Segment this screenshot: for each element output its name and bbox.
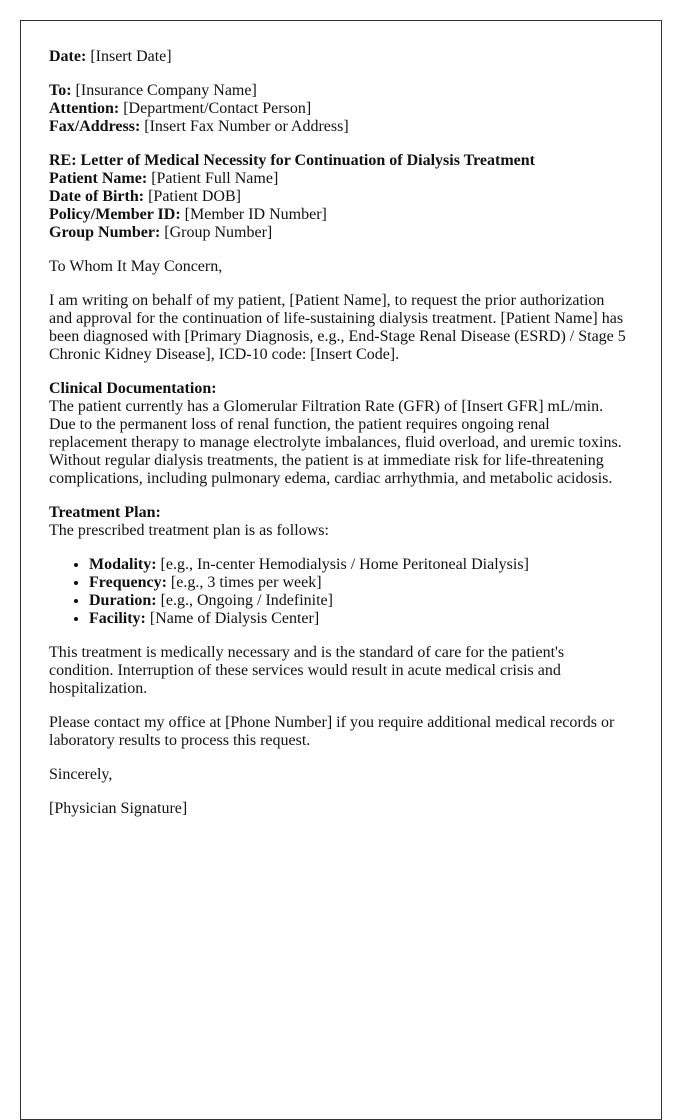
fax-address-value: [Insert Fax Number or Address] xyxy=(144,118,349,135)
treatment-item-facility xyxy=(89,610,631,628)
subject-block xyxy=(49,152,631,242)
group-number-line xyxy=(49,224,631,242)
intro-paragraph: I am writing on behalf of my patient, [Patient Name], to request the prior authorization and approval for the continuation of life-sustaining dialysis treatment. [Patient Name] has been diagnosed with [Primary Diagnosis, e.g., End-Stage Renal Disease (ESRD) / Stage 5 Chronic Kidney Disease], ICD-10 code: [Insert Code]. xyxy=(49,292,626,363)
facility-value: [Name of Dialysis Center] xyxy=(149,610,320,627)
closing: Sincerely, xyxy=(49,766,113,783)
necessity-paragraph: This treatment is medically necessary and is the standard of care for the patient's condition. Interruption of these services would result in acute medical crisis and hospitalization. xyxy=(49,644,565,697)
dob-line xyxy=(49,188,631,206)
treatment-heading: Treatment Plan: xyxy=(49,504,161,521)
date-value: [Insert Date] xyxy=(90,48,172,65)
facility-label: Facility: xyxy=(89,610,146,627)
patient-name-line xyxy=(49,170,631,188)
contact-paragraph: Please contact my office at [Phone Number] if you require additional medical records or laboratory results to process this request. xyxy=(49,714,615,749)
dob-value: [Patient DOB] xyxy=(148,188,241,205)
physician-signature: [Physician Signature] xyxy=(49,800,188,817)
attention-label: Attention: xyxy=(49,100,120,117)
treatment-section xyxy=(49,504,631,540)
member-id-value: [Member ID Number] xyxy=(184,206,327,223)
treatment-item-frequency xyxy=(89,574,631,592)
member-id-label: Policy/Member ID: xyxy=(49,206,181,223)
duration-value: [e.g., Ongoing / Indefinite] xyxy=(160,592,333,609)
fax-address-label: Fax/Address: xyxy=(49,118,141,135)
to-value: [Insurance Company Name] xyxy=(75,82,257,99)
fax-address-line xyxy=(49,118,631,136)
frequency-label: Frequency: xyxy=(89,574,167,591)
salutation: To Whom It May Concern, xyxy=(49,258,223,275)
re-subject-line: RE: Letter of Medical Necessity for Continuation of Dialysis Treatment xyxy=(49,152,536,169)
attention-line xyxy=(49,100,631,118)
treatment-item-duration xyxy=(89,592,631,610)
to-line xyxy=(49,82,631,100)
treatment-intro: The prescribed treatment plan is as follows: xyxy=(49,522,329,539)
patient-name-value: [Patient Full Name] xyxy=(151,170,279,187)
document-viewport xyxy=(20,20,662,817)
clinical-section xyxy=(49,380,631,488)
frequency-value: [e.g., 3 times per week] xyxy=(170,574,322,591)
member-id-line xyxy=(49,206,631,224)
modality-label: Modality: xyxy=(89,556,157,573)
duration-label: Duration: xyxy=(89,592,157,609)
treatment-list xyxy=(49,556,631,628)
group-number-label: Group Number: xyxy=(49,224,161,241)
group-number-value: [Group Number] xyxy=(164,224,273,241)
treatment-item-modality xyxy=(89,556,631,574)
recipient-block xyxy=(49,82,631,136)
clinical-heading: Clinical Documentation: xyxy=(49,380,217,397)
patient-name-label: Patient Name: xyxy=(49,170,148,187)
date-line xyxy=(49,48,631,66)
clinical-body: The patient currently has a Glomerular Filtration Rate (GFR) of [Insert GFR] mL/min. Due to the permanent loss of renal function, the patient requires ongoing renal replacement therapy to manage electrolyte imbalances, fluid overload, and uremic toxins. Without regular dialysis treatments, the patient is at immediate risk for life-threatening complications, including pulmonary edema, cardiac arrhythmia, and metabolic acidosis. xyxy=(49,398,622,487)
date-label: Date: xyxy=(49,48,87,65)
attention-value: [Department/Contact Person] xyxy=(123,100,312,117)
modality-value: [e.g., In-center Hemodialysis / Home Peritoneal Dialysis] xyxy=(160,556,529,573)
letter-document xyxy=(20,20,662,1120)
dob-label: Date of Birth: xyxy=(49,188,145,205)
to-label: To: xyxy=(49,82,72,99)
